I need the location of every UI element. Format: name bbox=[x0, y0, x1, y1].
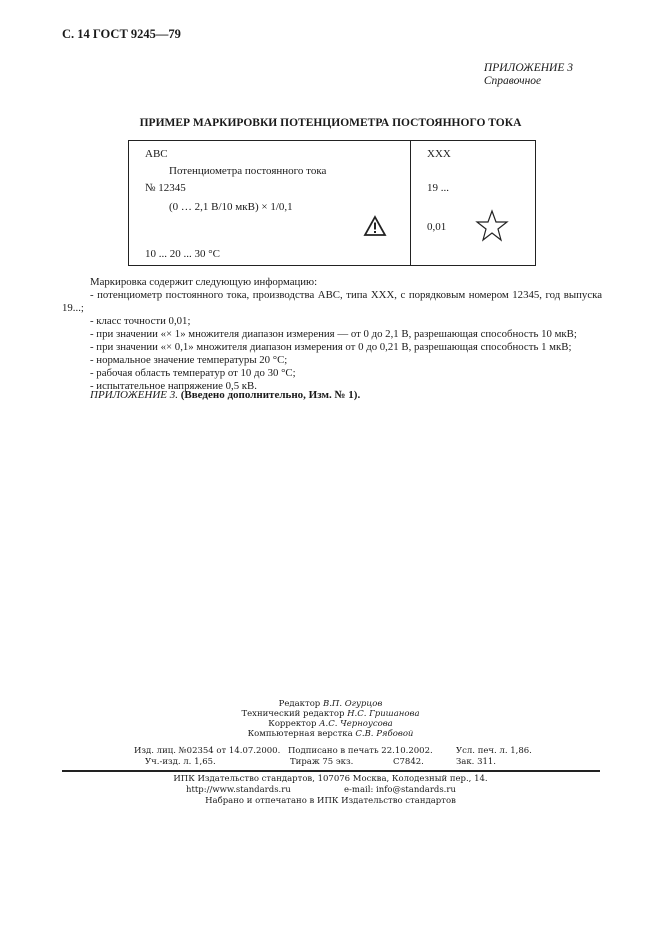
star-icon bbox=[475, 209, 509, 243]
description-item: - при значении «× 0,1» множителя диапазон измерения от 0 до 0,21 В, разрешающая способность 1 мкВ; bbox=[90, 341, 572, 353]
pub-order: Зак. 311. bbox=[456, 757, 497, 767]
description-item: - потенциометр постоянного тока, производства АВС, типа XXX, с порядковым номером 12345, год выпуска 19...; bbox=[62, 289, 602, 314]
credit-tech-editor: Технический редактор Н.С. Гришанова bbox=[241, 709, 420, 719]
credit-corrector: Корректор А.С. Черноусова bbox=[268, 719, 393, 729]
marking-type: XXX bbox=[427, 148, 451, 160]
appendix-note-label: ПРИЛОЖЕНИЕ 3. bbox=[90, 389, 178, 401]
description-item: - нормальное значение температуры 20 °С; bbox=[90, 354, 288, 366]
description-item: - рабочая область температур от 10 до 30 °С; bbox=[90, 367, 296, 379]
description-intro: Маркировка содержит следующую информацию: bbox=[90, 276, 318, 288]
description-item: - при значении «× 1» множителя диапазон измерения — от 0 до 2,1 В, разрешающая способность 10 мкВ; bbox=[90, 328, 577, 340]
footer-url: http://www.standards.ru bbox=[186, 785, 291, 795]
footer-printed: Набрано и отпечатано в ИПК Издательство стандартов bbox=[205, 796, 456, 806]
description-item: - испытательное напряжение 0,5 кВ. bbox=[90, 380, 257, 392]
marking-maker: АВС bbox=[145, 148, 168, 160]
footer-address: ИПК Издательство стандартов, 107076 Москва, Колодезный пер., 14. bbox=[173, 774, 488, 784]
marking-example-box bbox=[128, 140, 536, 266]
marking-accuracy: 0,01 bbox=[427, 221, 447, 233]
footer-email: e-mail: info@standards.ru bbox=[344, 785, 456, 795]
credit-layout: Компьютерная верстка С.В. Рябовой bbox=[247, 729, 414, 739]
appendix-number: ПРИЛОЖЕНИЕ 3 bbox=[483, 62, 573, 74]
marking-range: (0 … 2,1 В/10 мкВ) × 1/0,1 bbox=[169, 201, 293, 213]
pub-signed: Подписано в печать 22.10.2002. bbox=[288, 746, 433, 756]
pub-edsheets: Уч.-изд. л. 1,65. bbox=[145, 757, 216, 767]
description-item: - класс точности 0,01; bbox=[90, 315, 191, 327]
footer-divider bbox=[62, 770, 600, 772]
box-divider bbox=[410, 141, 411, 265]
appendix-note bbox=[90, 389, 360, 401]
marking-name: Потенциометра постоянного тока bbox=[169, 165, 327, 177]
appendix-type: Справочное bbox=[483, 75, 542, 87]
appendix-note-text: (Введено дополнительно, Изм. № 1). bbox=[180, 389, 361, 401]
warning-triangle-icon bbox=[363, 215, 387, 237]
marking-temperature: 10 ... 20 ... 30 °С bbox=[145, 248, 220, 260]
marking-year: 19 ... bbox=[427, 182, 449, 194]
appendix-label bbox=[484, 62, 573, 88]
credit-editor: Редактор В.П. Огурцов bbox=[278, 699, 383, 709]
pub-print-run: Тираж 75 экз. bbox=[290, 757, 354, 767]
page-title: ПРИМЕР МАРКИРОВКИ ПОТЕНЦИОМЕТРА ПОСТОЯННОГО ТОКА bbox=[139, 117, 522, 129]
pub-order-code: С7842. bbox=[393, 757, 424, 767]
pub-sheets: Усл. печ. л. 1,86. bbox=[456, 746, 532, 756]
marking-serial: № 12345 bbox=[145, 182, 186, 194]
pub-license: Изд. лиц. №02354 от 14.07.2000. bbox=[134, 746, 281, 756]
marking-description bbox=[62, 276, 602, 393]
page-header: С. 14 ГОСТ 9245—79 bbox=[62, 27, 181, 41]
